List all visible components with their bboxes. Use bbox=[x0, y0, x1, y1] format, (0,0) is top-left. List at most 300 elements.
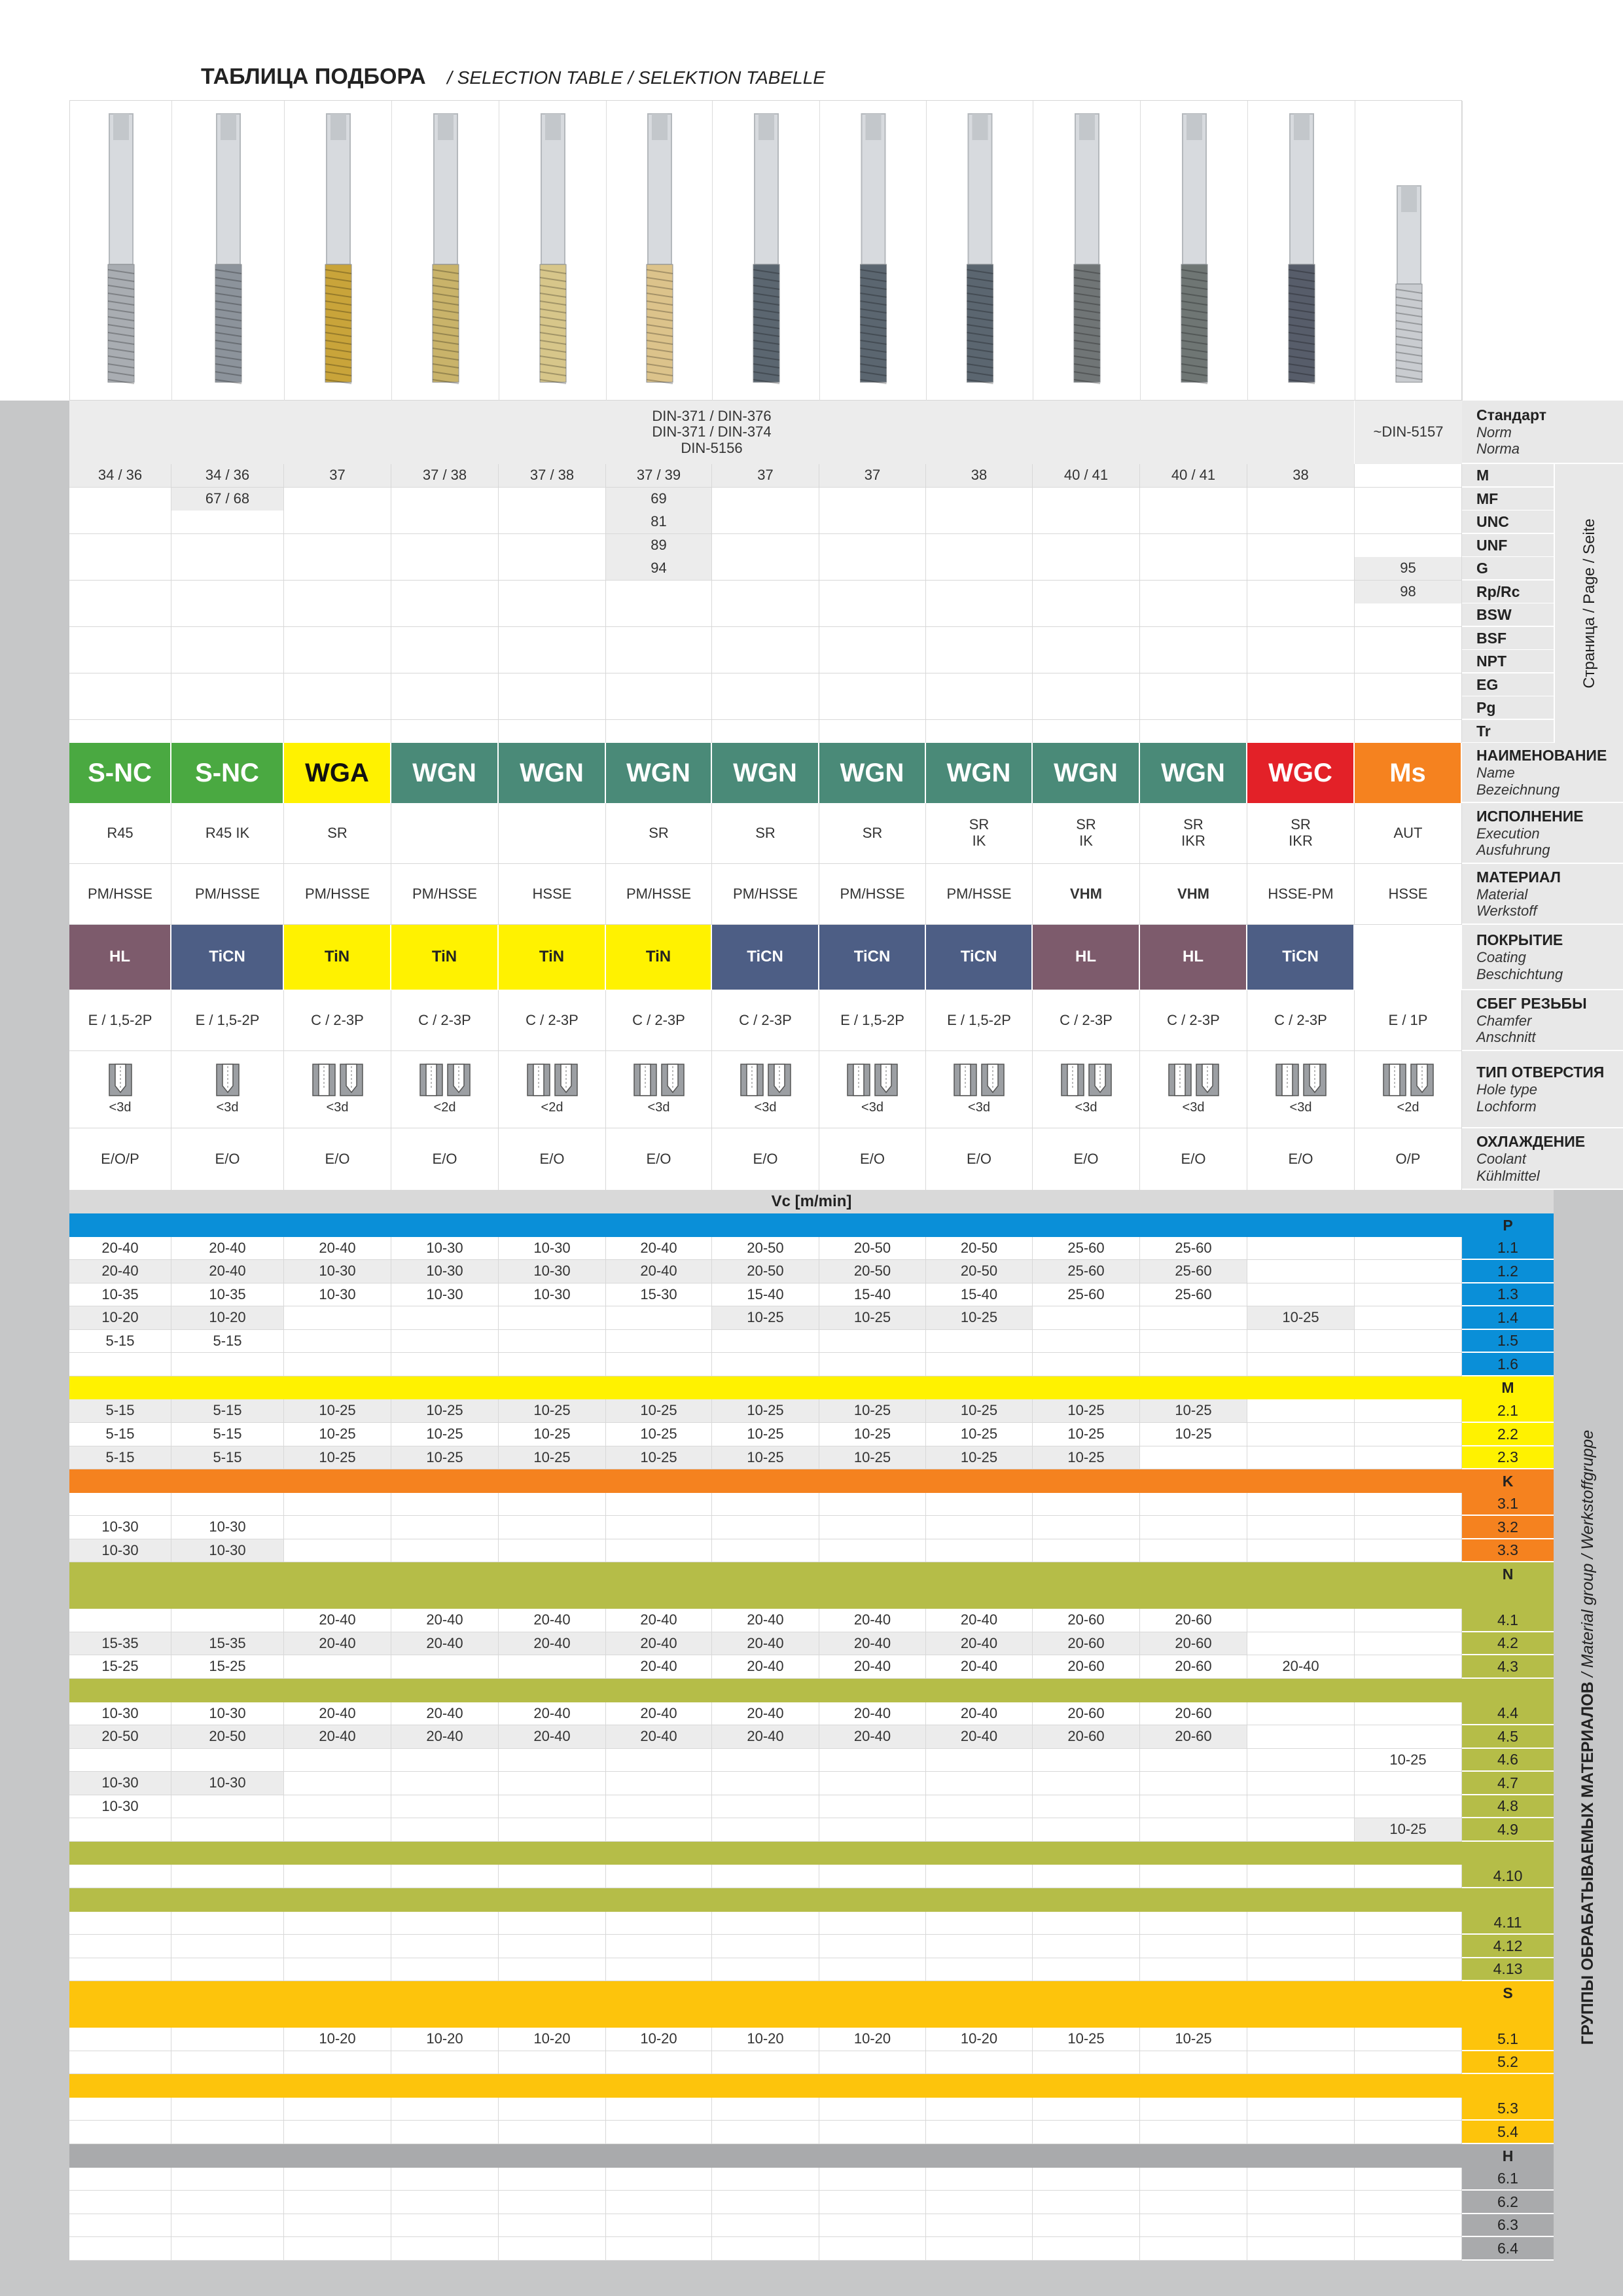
hole-type-cell bbox=[499, 1051, 606, 1128]
vc-value-cell: 10-25 bbox=[712, 1306, 819, 1330]
hole-icons bbox=[1383, 1064, 1434, 1096]
page-ref-cell bbox=[712, 720, 819, 744]
material-group-id: 1.1 bbox=[1462, 1237, 1554, 1260]
hole-type-cell bbox=[712, 1051, 819, 1128]
vc-value-cell: 15-40 bbox=[819, 1283, 926, 1306]
hole-type-cell bbox=[391, 1051, 499, 1128]
hole-icons bbox=[419, 1064, 471, 1096]
execution-header-label bbox=[1462, 803, 1623, 864]
vc-value-cell: 20-40 bbox=[926, 1725, 1033, 1749]
vc-value-cell: 20-50 bbox=[69, 1725, 171, 1749]
page-ref-cell bbox=[391, 627, 499, 651]
vc-value-cell bbox=[499, 1912, 606, 1935]
material-group-id: 4.8 bbox=[1462, 1795, 1554, 1818]
vc-value-cell bbox=[819, 2237, 926, 2261]
vc-value-cell bbox=[1247, 1353, 1355, 1376]
tap-tool-image bbox=[392, 101, 499, 401]
vc-value-cell bbox=[606, 1912, 712, 1935]
through-hole-icon bbox=[312, 1064, 336, 1096]
hole-icons bbox=[527, 1064, 578, 1096]
page-ref-cell bbox=[1033, 581, 1140, 604]
vc-value-cell: 10-30 bbox=[284, 1260, 391, 1283]
vc-value-cell bbox=[69, 2098, 171, 2121]
page-ref-cell bbox=[1033, 650, 1140, 673]
tap-tool-image bbox=[172, 101, 285, 401]
vc-value-cell bbox=[1355, 1260, 1462, 1283]
coolant-cell: E/O/P bbox=[69, 1128, 171, 1190]
vc-value-cell: 10-30 bbox=[391, 1283, 499, 1306]
vc-value-cell bbox=[391, 2237, 499, 2261]
vc-value-cell bbox=[606, 2168, 712, 2191]
vc-value-cell: 10-25 bbox=[1140, 2028, 1247, 2051]
page-ref-cell: 37 / 39 bbox=[606, 464, 712, 488]
vc-value-cell: 10-25 bbox=[391, 1423, 499, 1446]
page-ref-cell bbox=[606, 720, 712, 744]
vc-value-cell bbox=[819, 1539, 926, 1562]
coolant-cell: E/O bbox=[606, 1128, 712, 1190]
vc-value-cell bbox=[712, 2214, 819, 2237]
vc-value-cell bbox=[1247, 1516, 1355, 1539]
vc-value-cell bbox=[171, 2098, 284, 2121]
vc-value-cell: 20-60 bbox=[1140, 1609, 1247, 1632]
material-group-id: 1.3 bbox=[1462, 1283, 1554, 1306]
hole-depth-label: <3d bbox=[968, 1100, 990, 1115]
page-ref-cell bbox=[926, 650, 1033, 673]
tap-name-badge: WGN bbox=[1140, 743, 1247, 803]
thread-type-label: UNC bbox=[1462, 511, 1554, 534]
vc-value-cell: 20-40 bbox=[606, 1609, 712, 1632]
vc-value-cell: 20-40 bbox=[926, 1632, 1033, 1655]
vc-value-cell: 10-20 bbox=[171, 1306, 284, 1330]
material-band-code: M bbox=[1501, 1379, 1514, 1396]
page-ref-cell bbox=[171, 511, 284, 534]
vc-value-cell bbox=[1140, 1353, 1247, 1376]
hole-type-cell bbox=[926, 1051, 1033, 1128]
vc-value-cell bbox=[606, 2121, 712, 2144]
vc-value-cell bbox=[69, 1493, 171, 1516]
execution-cell: SR IKR bbox=[1247, 803, 1355, 864]
vc-value-cell bbox=[819, 2214, 926, 2237]
vc-value-cell bbox=[606, 1818, 712, 1842]
vc-value-cell: 10-35 bbox=[69, 1283, 171, 1306]
vc-value-cell bbox=[1247, 1260, 1355, 1283]
page-ref-cell bbox=[1247, 627, 1355, 651]
page-ref-cell bbox=[1033, 720, 1140, 744]
vc-value-cell bbox=[1355, 1655, 1462, 1679]
vc-value-cell bbox=[69, 1935, 171, 1958]
tap-name-badge: WGA bbox=[284, 743, 391, 803]
page-ref-cell: 34 / 36 bbox=[69, 464, 171, 488]
page-ref-cell bbox=[819, 603, 926, 627]
page-ref-cell bbox=[391, 650, 499, 673]
vc-value-cell bbox=[1140, 1795, 1247, 1818]
vc-value-cell: 10-25 bbox=[284, 1446, 391, 1469]
vc-value-cell bbox=[171, 1935, 284, 1958]
vc-value-cell bbox=[1140, 2051, 1247, 2074]
names-header-label bbox=[1462, 743, 1623, 803]
vc-value-cell bbox=[1140, 1865, 1247, 1888]
vc-value-cell bbox=[69, 2028, 171, 2051]
page-ref-cell bbox=[69, 534, 171, 558]
vc-value-cell bbox=[606, 1306, 712, 1330]
vc-value-cell: 5-15 bbox=[69, 1330, 171, 1353]
vc-value-cell: 10-20 bbox=[499, 2028, 606, 2051]
vc-value-cell bbox=[1355, 1306, 1462, 1330]
material-group-id: 4.1 bbox=[1462, 1609, 1554, 1632]
page-ref-cell bbox=[69, 488, 171, 511]
page-ref-cell bbox=[499, 581, 606, 604]
page-ref-cell bbox=[712, 488, 819, 511]
execution-cell: AUT bbox=[1355, 803, 1462, 864]
through-hole-icon bbox=[847, 1064, 870, 1096]
vc-value-cell bbox=[1033, 1958, 1140, 1981]
hole-icons bbox=[1061, 1064, 1112, 1096]
page-ref-cell bbox=[926, 627, 1033, 651]
tap-name-badge: WGN bbox=[712, 743, 819, 803]
vc-value-cell bbox=[499, 2051, 606, 2074]
vc-value-cell bbox=[1140, 1516, 1247, 1539]
vc-value-cell bbox=[606, 2214, 712, 2237]
blind-hole-icon bbox=[1303, 1064, 1327, 1096]
thread-type-label: Pg bbox=[1462, 696, 1554, 720]
vc-value-cell bbox=[284, 2121, 391, 2144]
tool-photo-cell bbox=[1248, 101, 1355, 401]
execution-cell bbox=[391, 803, 499, 864]
blind-hole-icon bbox=[340, 1064, 363, 1096]
vc-value-cell: 20-40 bbox=[819, 1609, 926, 1632]
page-ref-cell bbox=[1355, 464, 1462, 488]
vc-value-cell bbox=[69, 1958, 171, 1981]
thread-type-label: BSF bbox=[1462, 627, 1554, 651]
vc-value-cell: 20-40 bbox=[712, 1725, 819, 1749]
hole-icons bbox=[1275, 1064, 1327, 1096]
tap-tool-image bbox=[285, 101, 392, 401]
blind-hole-icon bbox=[554, 1064, 578, 1096]
hole-type-cell bbox=[284, 1051, 391, 1128]
tap-name-badge: Ms bbox=[1355, 743, 1462, 803]
chamfer-cell: C / 2-3P bbox=[1247, 990, 1355, 1051]
vc-value-cell bbox=[712, 1935, 819, 1958]
execution-cell: SR bbox=[712, 803, 819, 864]
vc-value-cell bbox=[926, 2121, 1033, 2144]
page-ref-cell bbox=[819, 534, 926, 558]
vc-value-cell bbox=[1355, 1702, 1462, 1725]
vc-value-cell: 20-40 bbox=[819, 1725, 926, 1749]
blind-hole-icon bbox=[1410, 1064, 1434, 1096]
vc-value-cell bbox=[606, 1958, 712, 1981]
chamfer-cell: C / 2-3P bbox=[1140, 990, 1247, 1051]
page-ref-cell bbox=[712, 557, 819, 581]
vc-value-cell: 10-25 bbox=[499, 1399, 606, 1423]
vc-value-cell bbox=[499, 2121, 606, 2144]
material-group-id: 4.7 bbox=[1462, 1772, 1554, 1795]
material-group-id: 3.3 bbox=[1462, 1539, 1554, 1562]
page-ref-cell bbox=[1033, 511, 1140, 534]
vc-value-cell bbox=[1247, 1865, 1355, 1888]
vc-value-cell: 10-25 bbox=[1033, 1399, 1140, 1423]
vc-value-cell bbox=[1033, 1749, 1140, 1772]
standard-header-label bbox=[1462, 401, 1623, 464]
vc-value-cell bbox=[69, 1865, 171, 1888]
vc-value-cell bbox=[1247, 1446, 1355, 1469]
vc-value-cell: 20-40 bbox=[69, 1237, 171, 1260]
page-ref-cell bbox=[712, 581, 819, 604]
coating-cell: TiCN bbox=[926, 925, 1033, 990]
vc-value-cell bbox=[1033, 2121, 1140, 2144]
vc-value-cell: 10-20 bbox=[606, 2028, 712, 2051]
material-group-id: 4.12 bbox=[1462, 1935, 1554, 1958]
vc-value-cell bbox=[284, 1306, 391, 1330]
vc-value-cell bbox=[284, 1330, 391, 1353]
tap-tool-image bbox=[713, 101, 820, 401]
page-ref-cell bbox=[391, 603, 499, 627]
page-ref-cell bbox=[1033, 673, 1140, 697]
material-group-id: 6.4 bbox=[1462, 2237, 1554, 2261]
hole-depth-label: <3d bbox=[216, 1100, 239, 1115]
page-ref-cell: 67 / 68 bbox=[171, 488, 284, 511]
page-ref-cell: 98 bbox=[1355, 581, 1462, 604]
vc-value-cell bbox=[284, 2098, 391, 2121]
material-band bbox=[69, 1981, 1554, 2005]
material-band bbox=[69, 1842, 1554, 1865]
vc-value-cell bbox=[926, 2168, 1033, 2191]
vc-value-cell bbox=[391, 2214, 499, 2237]
page-ref-cell bbox=[1247, 696, 1355, 720]
vc-value-cell bbox=[1247, 1958, 1355, 1981]
vc-value-cell bbox=[926, 1516, 1033, 1539]
material-group-id: 3.1 bbox=[1462, 1493, 1554, 1516]
material-group-id: 4.5 bbox=[1462, 1725, 1554, 1749]
vc-value-cell bbox=[1140, 1958, 1247, 1981]
page-ref-cell bbox=[1140, 627, 1247, 651]
thread-type-label: NPT bbox=[1462, 650, 1554, 673]
coolant-cell: E/O bbox=[284, 1128, 391, 1190]
thread-type-label: BSW bbox=[1462, 603, 1554, 627]
vc-value-cell bbox=[1355, 1283, 1462, 1306]
page-ref-cell bbox=[1247, 720, 1355, 744]
vc-value-cell bbox=[1033, 1516, 1140, 1539]
vc-value-cell: 20-40 bbox=[499, 1632, 606, 1655]
vc-value-cell bbox=[712, 2051, 819, 2074]
material-cell: VHM bbox=[1140, 864, 1247, 925]
vc-value-cell: 20-40 bbox=[926, 1609, 1033, 1632]
page-ref-cell bbox=[926, 720, 1033, 744]
page-ref-cell bbox=[499, 627, 606, 651]
vc-value-cell: 20-40 bbox=[606, 1702, 712, 1725]
vc-value-cell bbox=[1247, 1330, 1355, 1353]
vc-value-cell: 10-20 bbox=[819, 2028, 926, 2051]
vc-value-cell bbox=[1355, 1516, 1462, 1539]
vc-value-cell: 20-40 bbox=[926, 1702, 1033, 1725]
vc-value-cell bbox=[1355, 1609, 1462, 1632]
hole-icons bbox=[216, 1064, 240, 1096]
vc-value-cell bbox=[1355, 1725, 1462, 1749]
vc-value-cell bbox=[284, 2168, 391, 2191]
vc-value-cell bbox=[284, 1772, 391, 1795]
tap-name-badge: WGN bbox=[391, 743, 499, 803]
vc-value-cell bbox=[1033, 2191, 1140, 2214]
vc-value-cell bbox=[712, 2098, 819, 2121]
vc-value-cell bbox=[1140, 1306, 1247, 1330]
vc-value-cell bbox=[1355, 2214, 1462, 2237]
vc-value-cell: 20-40 bbox=[606, 1632, 712, 1655]
vc-value-cell bbox=[1033, 1353, 1140, 1376]
page-ref-cell bbox=[69, 650, 171, 673]
vc-value-cell: 20-40 bbox=[171, 1260, 284, 1283]
vc-value-cell bbox=[1140, 2191, 1247, 2214]
page-ref-cell bbox=[69, 627, 171, 651]
coating-cell: HL bbox=[1140, 925, 1247, 990]
vc-value-cell bbox=[1140, 2237, 1247, 2261]
vc-value-cell bbox=[1140, 1330, 1247, 1353]
blind-hole-icon bbox=[216, 1064, 240, 1096]
vc-value-cell bbox=[819, 1516, 926, 1539]
tool-photo-cell bbox=[172, 101, 285, 401]
vc-value-cell bbox=[1033, 1795, 1140, 1818]
vc-value-cell bbox=[926, 1912, 1033, 1935]
material-group-id: 1.5 bbox=[1462, 1330, 1554, 1353]
material-band-code bbox=[1462, 2074, 1554, 2098]
vc-value-cell: 10-30 bbox=[499, 1260, 606, 1283]
vc-value-cell bbox=[171, 2214, 284, 2237]
thread-type-label: MF bbox=[1462, 488, 1554, 511]
vc-value-cell: 10-25 bbox=[926, 1423, 1033, 1446]
chamfer-cell: C / 2-3P bbox=[712, 990, 819, 1051]
page-ref-cell bbox=[1355, 488, 1462, 511]
vc-value-cell bbox=[819, 1865, 926, 1888]
vc-value-cell: 15-40 bbox=[712, 1283, 819, 1306]
page-ref-cell bbox=[926, 581, 1033, 604]
vc-value-cell bbox=[171, 1749, 284, 1772]
tool-photos-row bbox=[69, 100, 1462, 401]
tool-photo-cell bbox=[607, 101, 713, 401]
vc-value-cell bbox=[1247, 1399, 1355, 1423]
execution-label-ru: ИСПОЛНЕНИЕ bbox=[1476, 807, 1584, 825]
vc-value-cell bbox=[499, 2237, 606, 2261]
vc-value-cell bbox=[819, 1493, 926, 1516]
material-group-id: 4.11 bbox=[1462, 1912, 1554, 1935]
page-ref-cell bbox=[171, 720, 284, 744]
vc-value-cell bbox=[1033, 2051, 1140, 2074]
tap-tool-image bbox=[820, 101, 927, 401]
vc-value-cell: 10-20 bbox=[712, 2028, 819, 2051]
vc-value-cell: 20-50 bbox=[819, 1237, 926, 1260]
tap-name-badge: WGN bbox=[1033, 743, 1140, 803]
vc-value-cell bbox=[499, 1749, 606, 1772]
tap-name-badge: WGC bbox=[1247, 743, 1355, 803]
vc-value-cell bbox=[284, 1493, 391, 1516]
tool-photo-cell bbox=[392, 101, 499, 401]
vc-value-cell: 10-20 bbox=[391, 2028, 499, 2051]
vc-value-cell: 10-30 bbox=[69, 1772, 171, 1795]
pages-side-text: Страница / Page / Seite bbox=[1580, 518, 1599, 689]
material-band bbox=[69, 1376, 1554, 1399]
vc-value-cell: 10-25 bbox=[606, 1399, 712, 1423]
page-ref-cell bbox=[1033, 488, 1140, 511]
vc-value-cell: 20-40 bbox=[712, 1702, 819, 1725]
vc-value-cell: 20-60 bbox=[1140, 1655, 1247, 1679]
vc-value-cell bbox=[391, 1935, 499, 1958]
vc-value-cell: 20-40 bbox=[499, 1609, 606, 1632]
material-group-id: 4.4 bbox=[1462, 1702, 1554, 1725]
tool-photo-cell bbox=[499, 101, 607, 401]
hole-icons bbox=[847, 1064, 898, 1096]
tool-photo-cell bbox=[1141, 101, 1248, 401]
material-label-en: Material bbox=[1476, 886, 1528, 903]
material-band-code bbox=[1462, 2005, 1554, 2028]
coolant-label-ru: ОХЛАЖДЕНИЕ bbox=[1476, 1133, 1586, 1151]
material-group-id: 5.3 bbox=[1462, 2098, 1554, 2121]
vc-value-cell bbox=[1355, 1865, 1462, 1888]
page-ref-cell: 37 bbox=[712, 464, 819, 488]
execution-cell: SR IKR bbox=[1140, 803, 1247, 864]
vc-value-cell bbox=[712, 2121, 819, 2144]
vc-value-cell bbox=[1247, 1725, 1355, 1749]
vc-value-cell: 20-40 bbox=[284, 1609, 391, 1632]
vc-value-cell bbox=[1355, 1446, 1462, 1469]
vc-value-cell: 10-30 bbox=[391, 1237, 499, 1260]
vc-value-cell: 5-15 bbox=[171, 1423, 284, 1446]
standard-label-en: Norm bbox=[1476, 423, 1512, 440]
through-hole-icon bbox=[419, 1064, 443, 1096]
page-ref-cell bbox=[1140, 581, 1247, 604]
material-header-label bbox=[1462, 864, 1623, 925]
chamfer-cell: C / 2-3P bbox=[284, 990, 391, 1051]
vc-value-cell bbox=[391, 2051, 499, 2074]
page-ref-cell bbox=[606, 603, 712, 627]
vc-value-cell bbox=[1247, 2168, 1355, 2191]
vc-value-cell bbox=[1033, 2214, 1140, 2237]
vc-value-cell bbox=[926, 1749, 1033, 1772]
standard-din-main: DIN-371 / DIN-376 DIN-371 / DIN-374 DIN-5156 bbox=[69, 401, 1355, 464]
vc-value-cell bbox=[606, 1865, 712, 1888]
vc-value-cell: 10-30 bbox=[69, 1795, 171, 1818]
execution-label-en: Execution bbox=[1476, 825, 1540, 842]
vc-value-cell bbox=[171, 2121, 284, 2144]
execution-cell: SR IK bbox=[926, 803, 1033, 864]
vc-value-cell bbox=[1033, 1539, 1140, 1562]
vc-value-cell bbox=[284, 2191, 391, 2214]
coolant-cell: E/O bbox=[1140, 1128, 1247, 1190]
vc-value-cell: 20-40 bbox=[171, 1237, 284, 1260]
vc-value-cell: 10-35 bbox=[171, 1283, 284, 1306]
vc-value-cell: 10-25 bbox=[819, 1306, 926, 1330]
vc-value-cell: 10-25 bbox=[1140, 1399, 1247, 1423]
vc-value-cell bbox=[1033, 1865, 1140, 1888]
page-ref-cell bbox=[1355, 650, 1462, 673]
vc-value-cell: 20-50 bbox=[171, 1725, 284, 1749]
hole-depth-label: <3d bbox=[1289, 1100, 1312, 1115]
material-group-id: 1.4 bbox=[1462, 1306, 1554, 1330]
material-band-code bbox=[1462, 1586, 1554, 1609]
vc-value-cell bbox=[1355, 1935, 1462, 1958]
vc-value-cell bbox=[499, 1795, 606, 1818]
vc-value-cell bbox=[1355, 1958, 1462, 1981]
vc-value-cell bbox=[171, 1912, 284, 1935]
vc-value-cell bbox=[819, 2121, 926, 2144]
vc-value-cell bbox=[391, 2098, 499, 2121]
vc-value-cell: 20-40 bbox=[926, 1655, 1033, 1679]
chamfer-cell: C / 2-3P bbox=[1033, 990, 1140, 1051]
material-group-id: 4.13 bbox=[1462, 1958, 1554, 1981]
thread-type-label: M bbox=[1462, 464, 1554, 488]
vc-value-cell: 10-20 bbox=[284, 2028, 391, 2051]
page-ref-cell bbox=[69, 511, 171, 534]
vc-value-cell bbox=[499, 1330, 606, 1353]
coating-cell: TiCN bbox=[712, 925, 819, 990]
page-ref-cell bbox=[712, 673, 819, 697]
vc-value-cell bbox=[69, 2214, 171, 2237]
